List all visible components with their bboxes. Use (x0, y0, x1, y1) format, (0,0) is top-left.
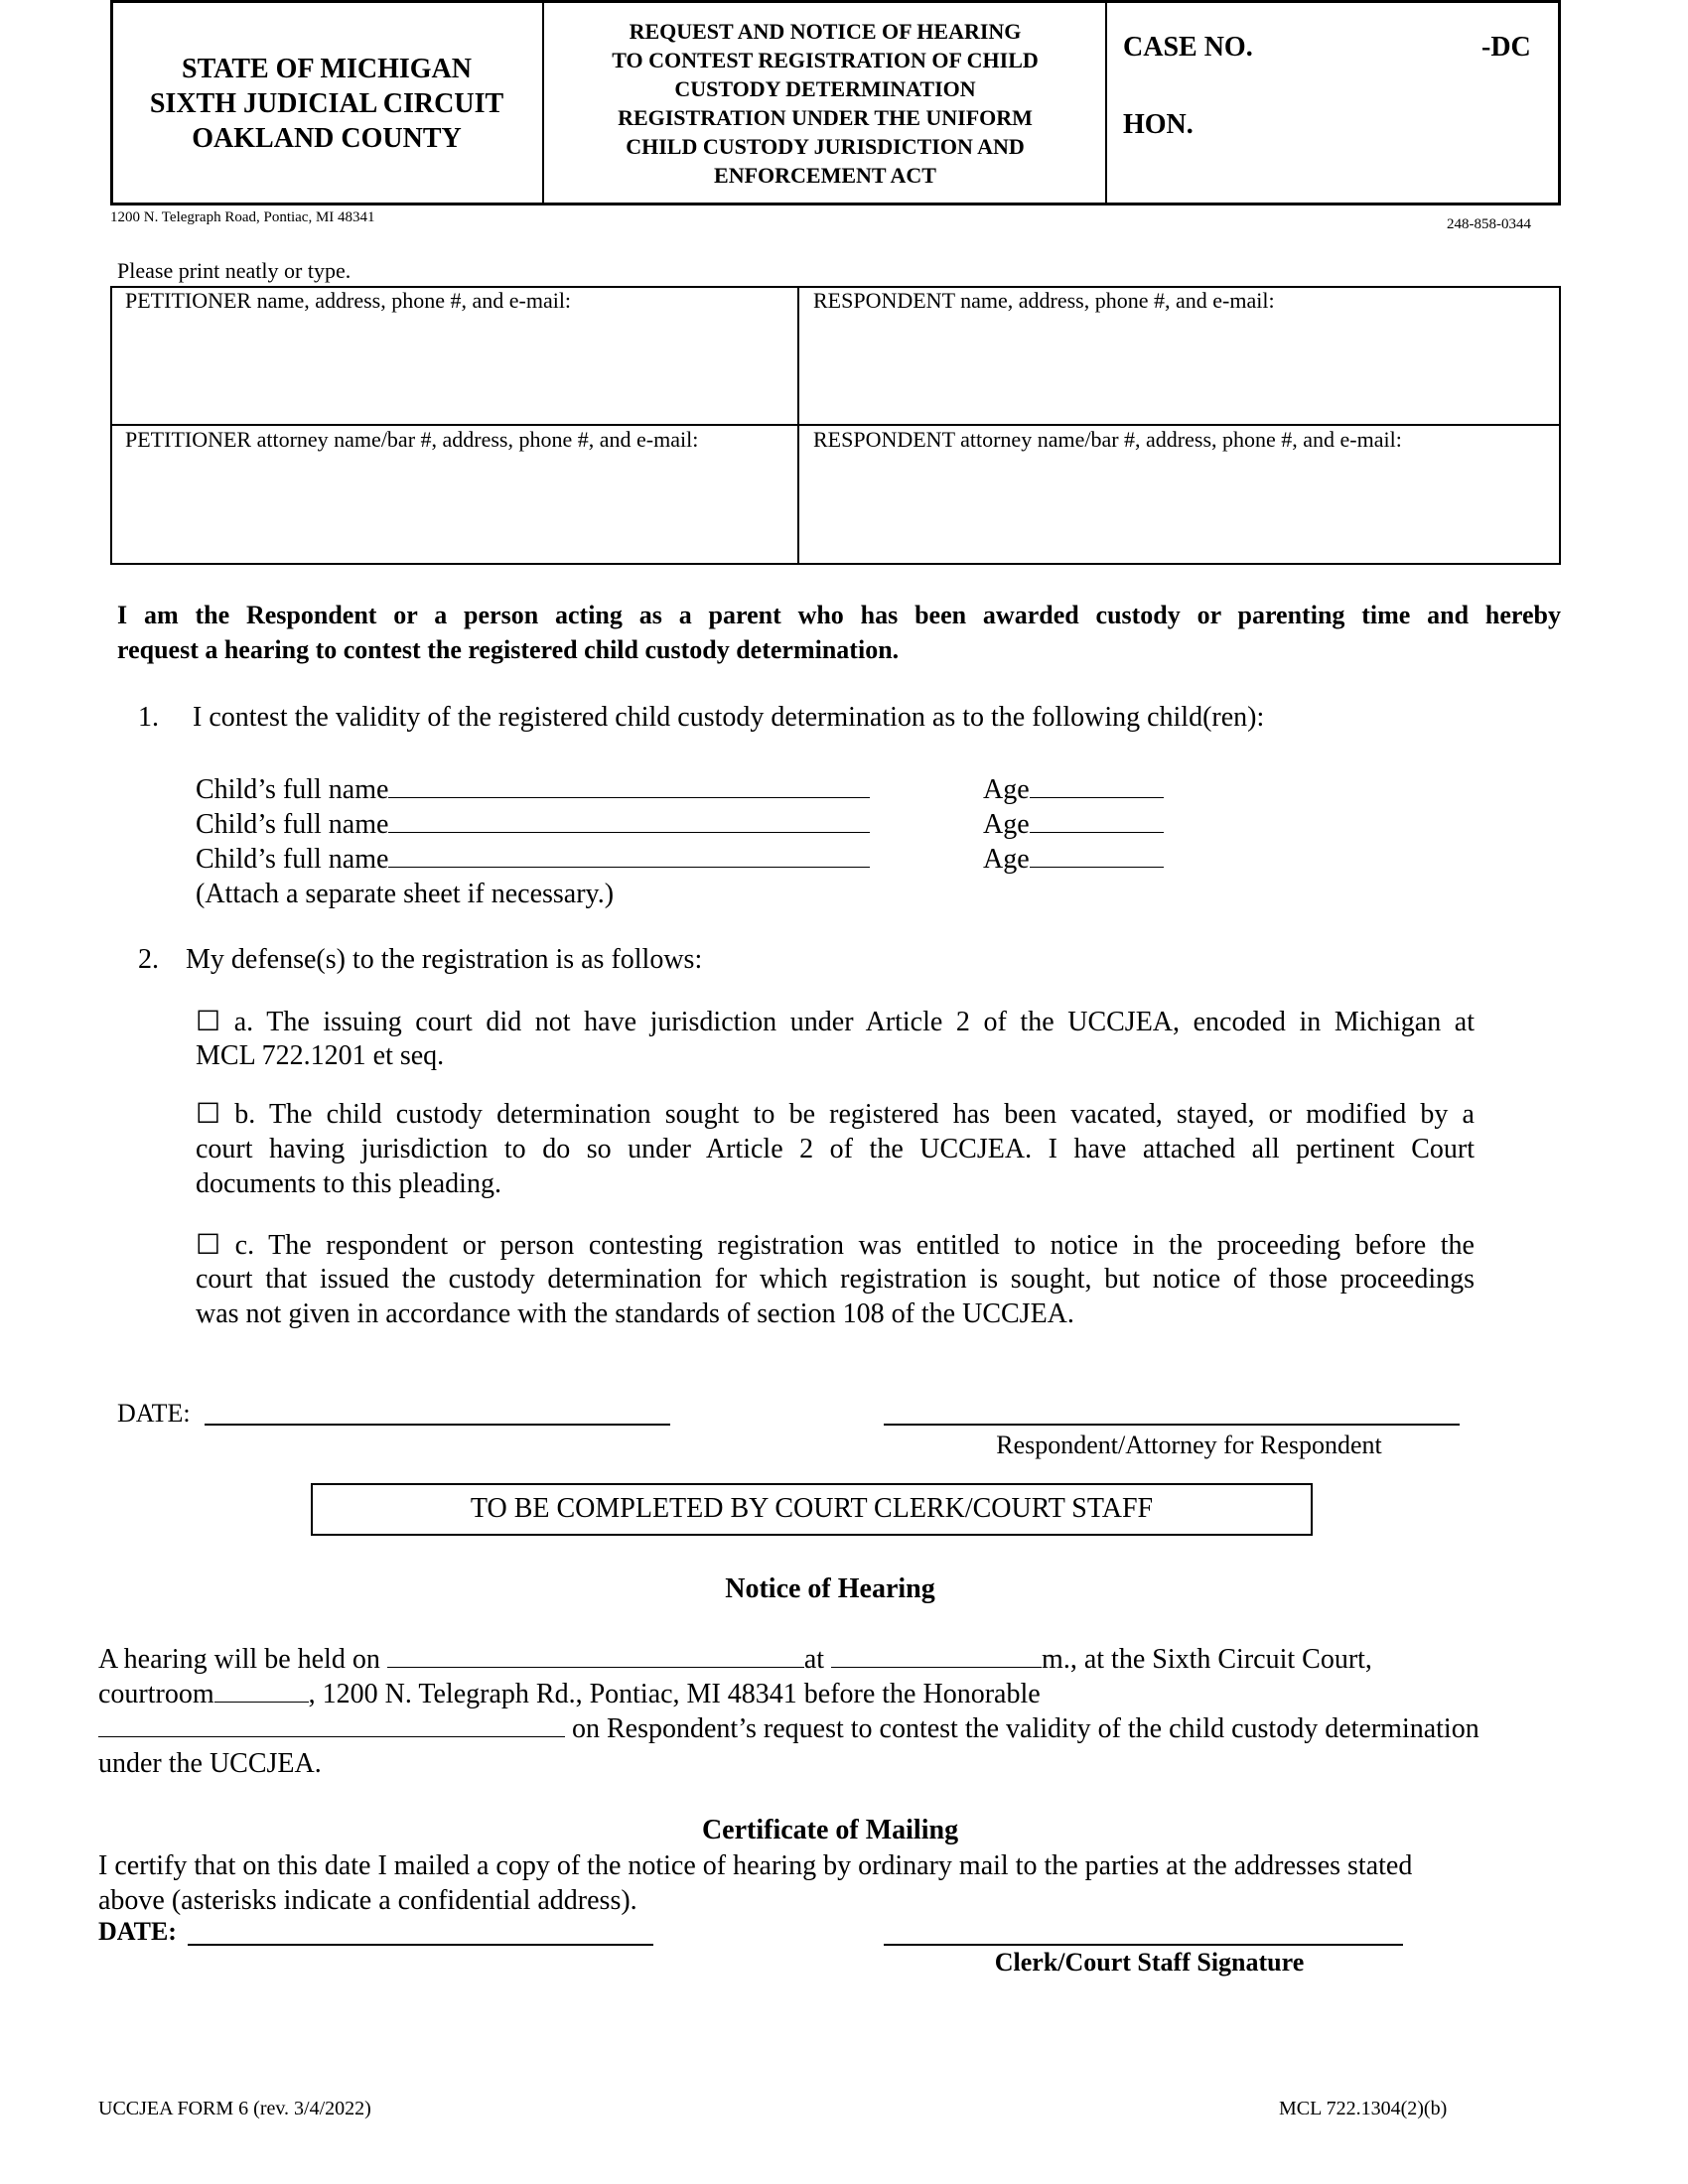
children-list (196, 772, 870, 911)
ages-list (983, 772, 1164, 877)
certificate-text (98, 1848, 1412, 1918)
clerk-section-header: TO BE COMPLETED BY COURT CLERK/COURT STAFF (311, 1483, 1313, 1536)
court-address: 1200 N. Telegraph Road, Pontiac, MI 48341 (110, 209, 375, 225)
title-line: CHILD CUSTODY JURISDICTION AND (626, 134, 1025, 159)
court-phone: 248-858-0344 (1447, 216, 1531, 232)
court-name (110, 52, 543, 156)
court-line: OAKLAND COUNTY (192, 123, 462, 154)
judge-label: HON. (1123, 109, 1194, 140)
text: courtroom (98, 1679, 214, 1709)
title-line: CUSTODY DETERMINATION (674, 76, 976, 101)
defense-line: ☐ c. The respondent or person contesting registration was entitled to notice in the proceeding before the (196, 1230, 1475, 1261)
age-input[interactable] (1030, 845, 1164, 868)
age-input[interactable] (1030, 810, 1164, 833)
age-label: Age (983, 844, 1030, 875)
mailing-date-input[interactable] (188, 1944, 653, 1946)
divider (110, 424, 1561, 426)
child-name-input[interactable] (388, 810, 870, 833)
age-label: Age (983, 809, 1030, 840)
child-name-label: Child’s full name (196, 809, 389, 840)
case-no-label: CASE NO. (1123, 32, 1253, 63)
age-label: Age (983, 774, 1030, 805)
defense-line: court having jurisdiction to do so under Article 2 of the UCCJEA. I have attached all pertinent Court (196, 1134, 1475, 1164)
item1-text: I contest the validity of the registered child custody determination as to the following child(ren): (193, 702, 1265, 733)
item-number: 1. (138, 702, 159, 733)
defense-line: court that issued the custody determination for which registration is sought, but notice of those proceedings (196, 1264, 1475, 1295)
title-line: TO CONTEST REGISTRATION OF CHILD (612, 48, 1039, 72)
item2-text: My defense(s) to the registration is as follows: (186, 944, 703, 975)
court-line: SIXTH JUDICIAL CIRCUIT (149, 88, 504, 119)
judge-name-input[interactable] (98, 1714, 565, 1737)
court-line: STATE OF MICHIGAN (182, 54, 472, 84)
defense-line: ☐ b. The child custody determination sought to be registered has been vacated, stayed, or modified by a (196, 1099, 1475, 1130)
child-name-input[interactable] (388, 775, 870, 798)
child-name-input[interactable] (388, 845, 870, 868)
title-line: ENFORCEMENT ACT (714, 163, 936, 188)
case-suffix: -DC (1481, 32, 1531, 63)
clerk-signature-caption: Clerk/Court Staff Signature (994, 1948, 1305, 1977)
attach-note: (Attach a separate sheet if necessary.) (196, 879, 615, 909)
child-name-label: Child’s full name (196, 844, 389, 875)
child-row (196, 807, 870, 842)
courtroom-input[interactable] (214, 1680, 309, 1703)
signature-caption: Respondent/Attorney for Respondent (996, 1431, 1382, 1459)
title-line: REGISTRATION UNDER THE UNIFORM (618, 105, 1033, 130)
text: m., at the Sixth Circuit Court, (1042, 1644, 1372, 1675)
child-row (196, 842, 870, 877)
defense-line: MCL 722.1201 et seq. (196, 1040, 445, 1071)
intro-line: request a hearing to contest the registered child custody determination. (117, 635, 900, 664)
form-number: UCCJEA FORM 6 (rev. 3/4/2022) (98, 2098, 371, 2119)
form-title (544, 17, 1106, 190)
text: under the UCCJEA. (98, 1748, 322, 1779)
child-row (196, 772, 870, 807)
petitioner-field[interactable]: PETITIONER name, address, phone #, and e-mail: (125, 288, 572, 313)
instruction: Please print neatly or type. (117, 258, 352, 283)
certificate-title: Certificate of Mailing (701, 1815, 959, 1845)
text: A hearing will be held on (98, 1644, 387, 1675)
text: above (asterisks indicate a confidential address). (98, 1885, 637, 1916)
defense-line: documents to this pleading. (196, 1168, 501, 1199)
notice-paragraph (98, 1642, 1479, 1781)
item-number: 2. (138, 944, 159, 975)
child-name-label: Child’s full name (196, 774, 389, 805)
text: I certify that on this date I mailed a copy of the notice of hearing by ordinary mail to the parties at the addresses stated (98, 1850, 1413, 1881)
defense-line: was not given in accordance with the standards of section 108 of the UCCJEA. (196, 1298, 1074, 1329)
respondent-signature-line[interactable] (884, 1424, 1460, 1426)
respondent-attorney-field[interactable]: RESPONDENT attorney name/bar #, address, phone #, and e-mail: (813, 427, 1402, 452)
respondent-field[interactable]: RESPONDENT name, address, phone #, and e-mail: (813, 288, 1275, 313)
text: at (803, 1644, 832, 1675)
mailing-date-label: DATE: (98, 1917, 177, 1946)
text: , 1200 N. Telegraph Rd., Pontiac, MI 48341 before the Honorable (308, 1679, 1041, 1709)
clerk-signature-line[interactable] (884, 1944, 1403, 1946)
hearing-time-input[interactable] (831, 1645, 1042, 1668)
intro-line: I am the Respondent or a person acting as a parent who has been awarded custody or parenting time and hereby (117, 601, 1561, 629)
date-input[interactable] (205, 1424, 670, 1426)
notice-title: Notice of Hearing (725, 1573, 935, 1604)
age-input[interactable] (1030, 775, 1164, 798)
defense-line: ☐ a. The issuing court did not have jurisdiction under Article 2 of the UCCJEA, encoded in Michigan at (196, 1007, 1475, 1037)
hearing-date-input[interactable] (387, 1645, 804, 1668)
statute-reference: MCL 722.1304(2)(b) (1279, 2098, 1448, 2119)
text: on Respondent’s request to contest the validity of the child custody determination (565, 1713, 1479, 1744)
title-line: REQUEST AND NOTICE OF HEARING (629, 19, 1022, 44)
date-label: DATE: (117, 1399, 191, 1428)
petitioner-attorney-field[interactable]: PETITIONER attorney name/bar #, address, phone #, and e-mail: (125, 427, 699, 452)
